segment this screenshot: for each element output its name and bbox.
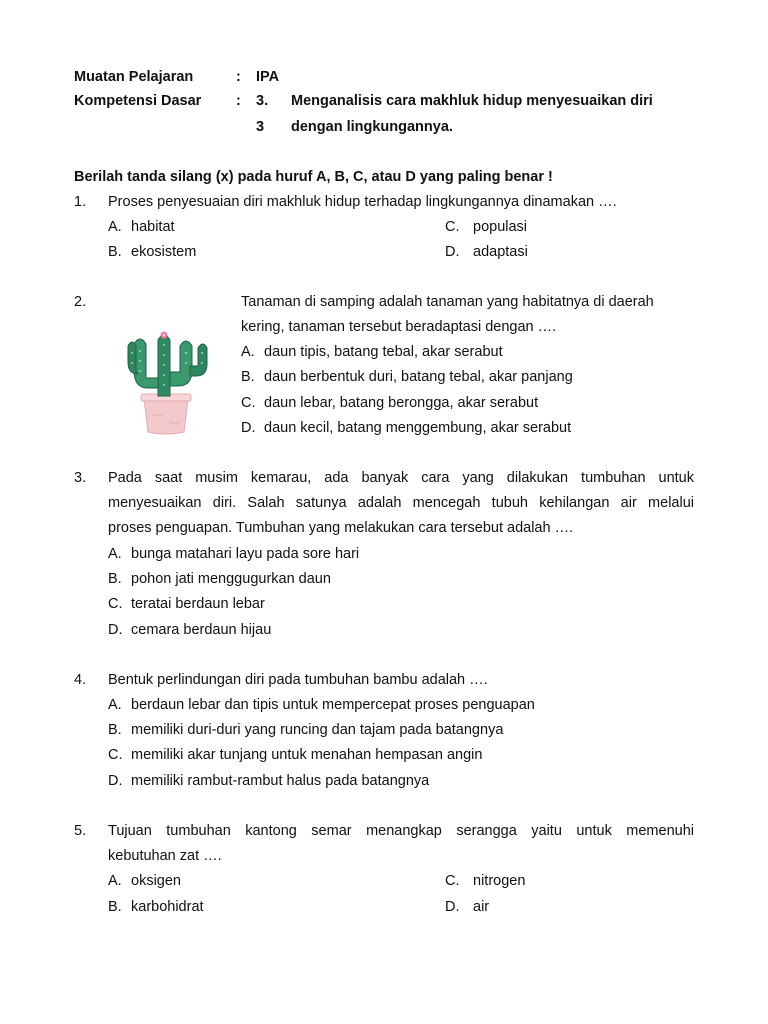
option-letter: B. — [108, 722, 122, 738]
option-letter: D. — [108, 622, 123, 638]
option-letter: D. — [241, 420, 256, 436]
option-text: nitrogen — [473, 873, 526, 889]
cactus-image — [118, 326, 210, 438]
option-letter: B. — [108, 571, 122, 587]
option-text: teratai berdaun lebar — [131, 596, 265, 612]
question-number: 1. — [74, 194, 87, 210]
option-text: pohon jati menggugurkan daun — [131, 571, 331, 587]
option-text: ekosistem — [131, 244, 197, 260]
option-letter: C. — [241, 395, 256, 411]
option-letter: C. — [108, 596, 123, 612]
option-text: adaptasi — [473, 244, 528, 260]
option-text: habitat — [131, 219, 175, 235]
option-letter: A. — [108, 873, 122, 889]
question-text: Tujuan tumbuhan kantong semar menangkap serangga yaitu untuk memenuhi — [108, 823, 694, 839]
option-letter: A. — [108, 219, 122, 235]
option-text: oksigen — [131, 873, 181, 889]
option-letter: A. — [241, 344, 255, 360]
question-text: kering, tanaman tersebut beradaptasi dengan …. — [241, 319, 557, 335]
question-text: Tanaman di samping adalah tanaman yang habitatnya di daerah — [241, 294, 654, 310]
option-text: cemara berdaun hijau — [131, 622, 272, 638]
kd-text-line: Menganalisis cara makhluk hidup menyesuaikan diri — [291, 93, 653, 109]
option-text: karbohidrat — [131, 899, 204, 915]
option-letter: C. — [108, 747, 123, 763]
option-letter: B. — [241, 369, 255, 385]
question-number: 3. — [74, 470, 87, 486]
question-number: 4. — [74, 672, 87, 688]
question-text: Pada saat musim kemarau, ada banyak cara yang dilakukan tumbuhan untuk — [108, 470, 694, 486]
option-text: daun kecil, batang menggembung, akar serabut — [264, 420, 572, 436]
subject-value: IPA — [256, 69, 280, 85]
option-text: berdaun lebar dan tipis untuk mempercepat proses penguapan — [131, 697, 535, 713]
option-letter: D. — [445, 244, 460, 260]
option-text: daun berbentuk duri, batang tebal, akar panjang — [264, 369, 573, 385]
option-letter: D. — [108, 773, 123, 789]
option-letter: B. — [108, 899, 122, 915]
option-letter: D. — [445, 899, 460, 915]
option-letter: A. — [108, 546, 122, 562]
kd-text-line: dengan lingkungannya. — [291, 119, 453, 135]
option-text: memiliki rambut-rambut halus pada batangnya — [131, 773, 430, 789]
option-letter: C. — [445, 873, 460, 889]
question-text: Bentuk perlindungan diri pada tumbuhan bambu adalah …. — [108, 672, 488, 688]
option-text: bunga matahari layu pada sore hari — [131, 546, 360, 562]
option-letter: B. — [108, 244, 122, 260]
option-letter: A. — [108, 697, 122, 713]
subject-separator: : — [236, 69, 241, 85]
question-text: proses penguapan. Tumbuhan yang melakukan cara tersebut adalah …. — [108, 520, 574, 536]
question-number: 2. — [74, 294, 87, 310]
option-letter: C. — [445, 219, 460, 235]
option-text: populasi — [473, 219, 528, 235]
question-text: menyesuaikan diri. Salah satunya adalah mencegah tubuh kehilangan air melalui — [108, 495, 694, 511]
option-text: air — [473, 899, 490, 915]
kd-label: Kompetensi Dasar — [74, 93, 202, 109]
option-text: daun lebar, batang berongga, akar serabut — [264, 395, 539, 411]
instruction: Berilah tanda silang (x) pada huruf A, B, C, atau D yang paling benar ! — [74, 169, 553, 185]
kd-number: 3. — [256, 93, 269, 109]
question-text: kebutuhan zat …. — [108, 848, 222, 864]
question-number: 5. — [74, 823, 87, 839]
kd-separator: : — [236, 93, 241, 109]
option-text: memiliki akar tunjang untuk menahan hempasan angin — [131, 747, 483, 763]
subject-label: Muatan Pelajaran — [74, 69, 194, 85]
option-text: daun tipis, batang tebal, akar serabut — [264, 344, 503, 360]
kd-number-sub: 3 — [256, 119, 265, 135]
option-text: memiliki duri-duri yang runcing dan tajam pada batangnya — [131, 722, 504, 738]
question-text: Proses penyesuaian diri makhluk hidup terhadap lingkungannya dinamakan …. — [108, 194, 617, 210]
